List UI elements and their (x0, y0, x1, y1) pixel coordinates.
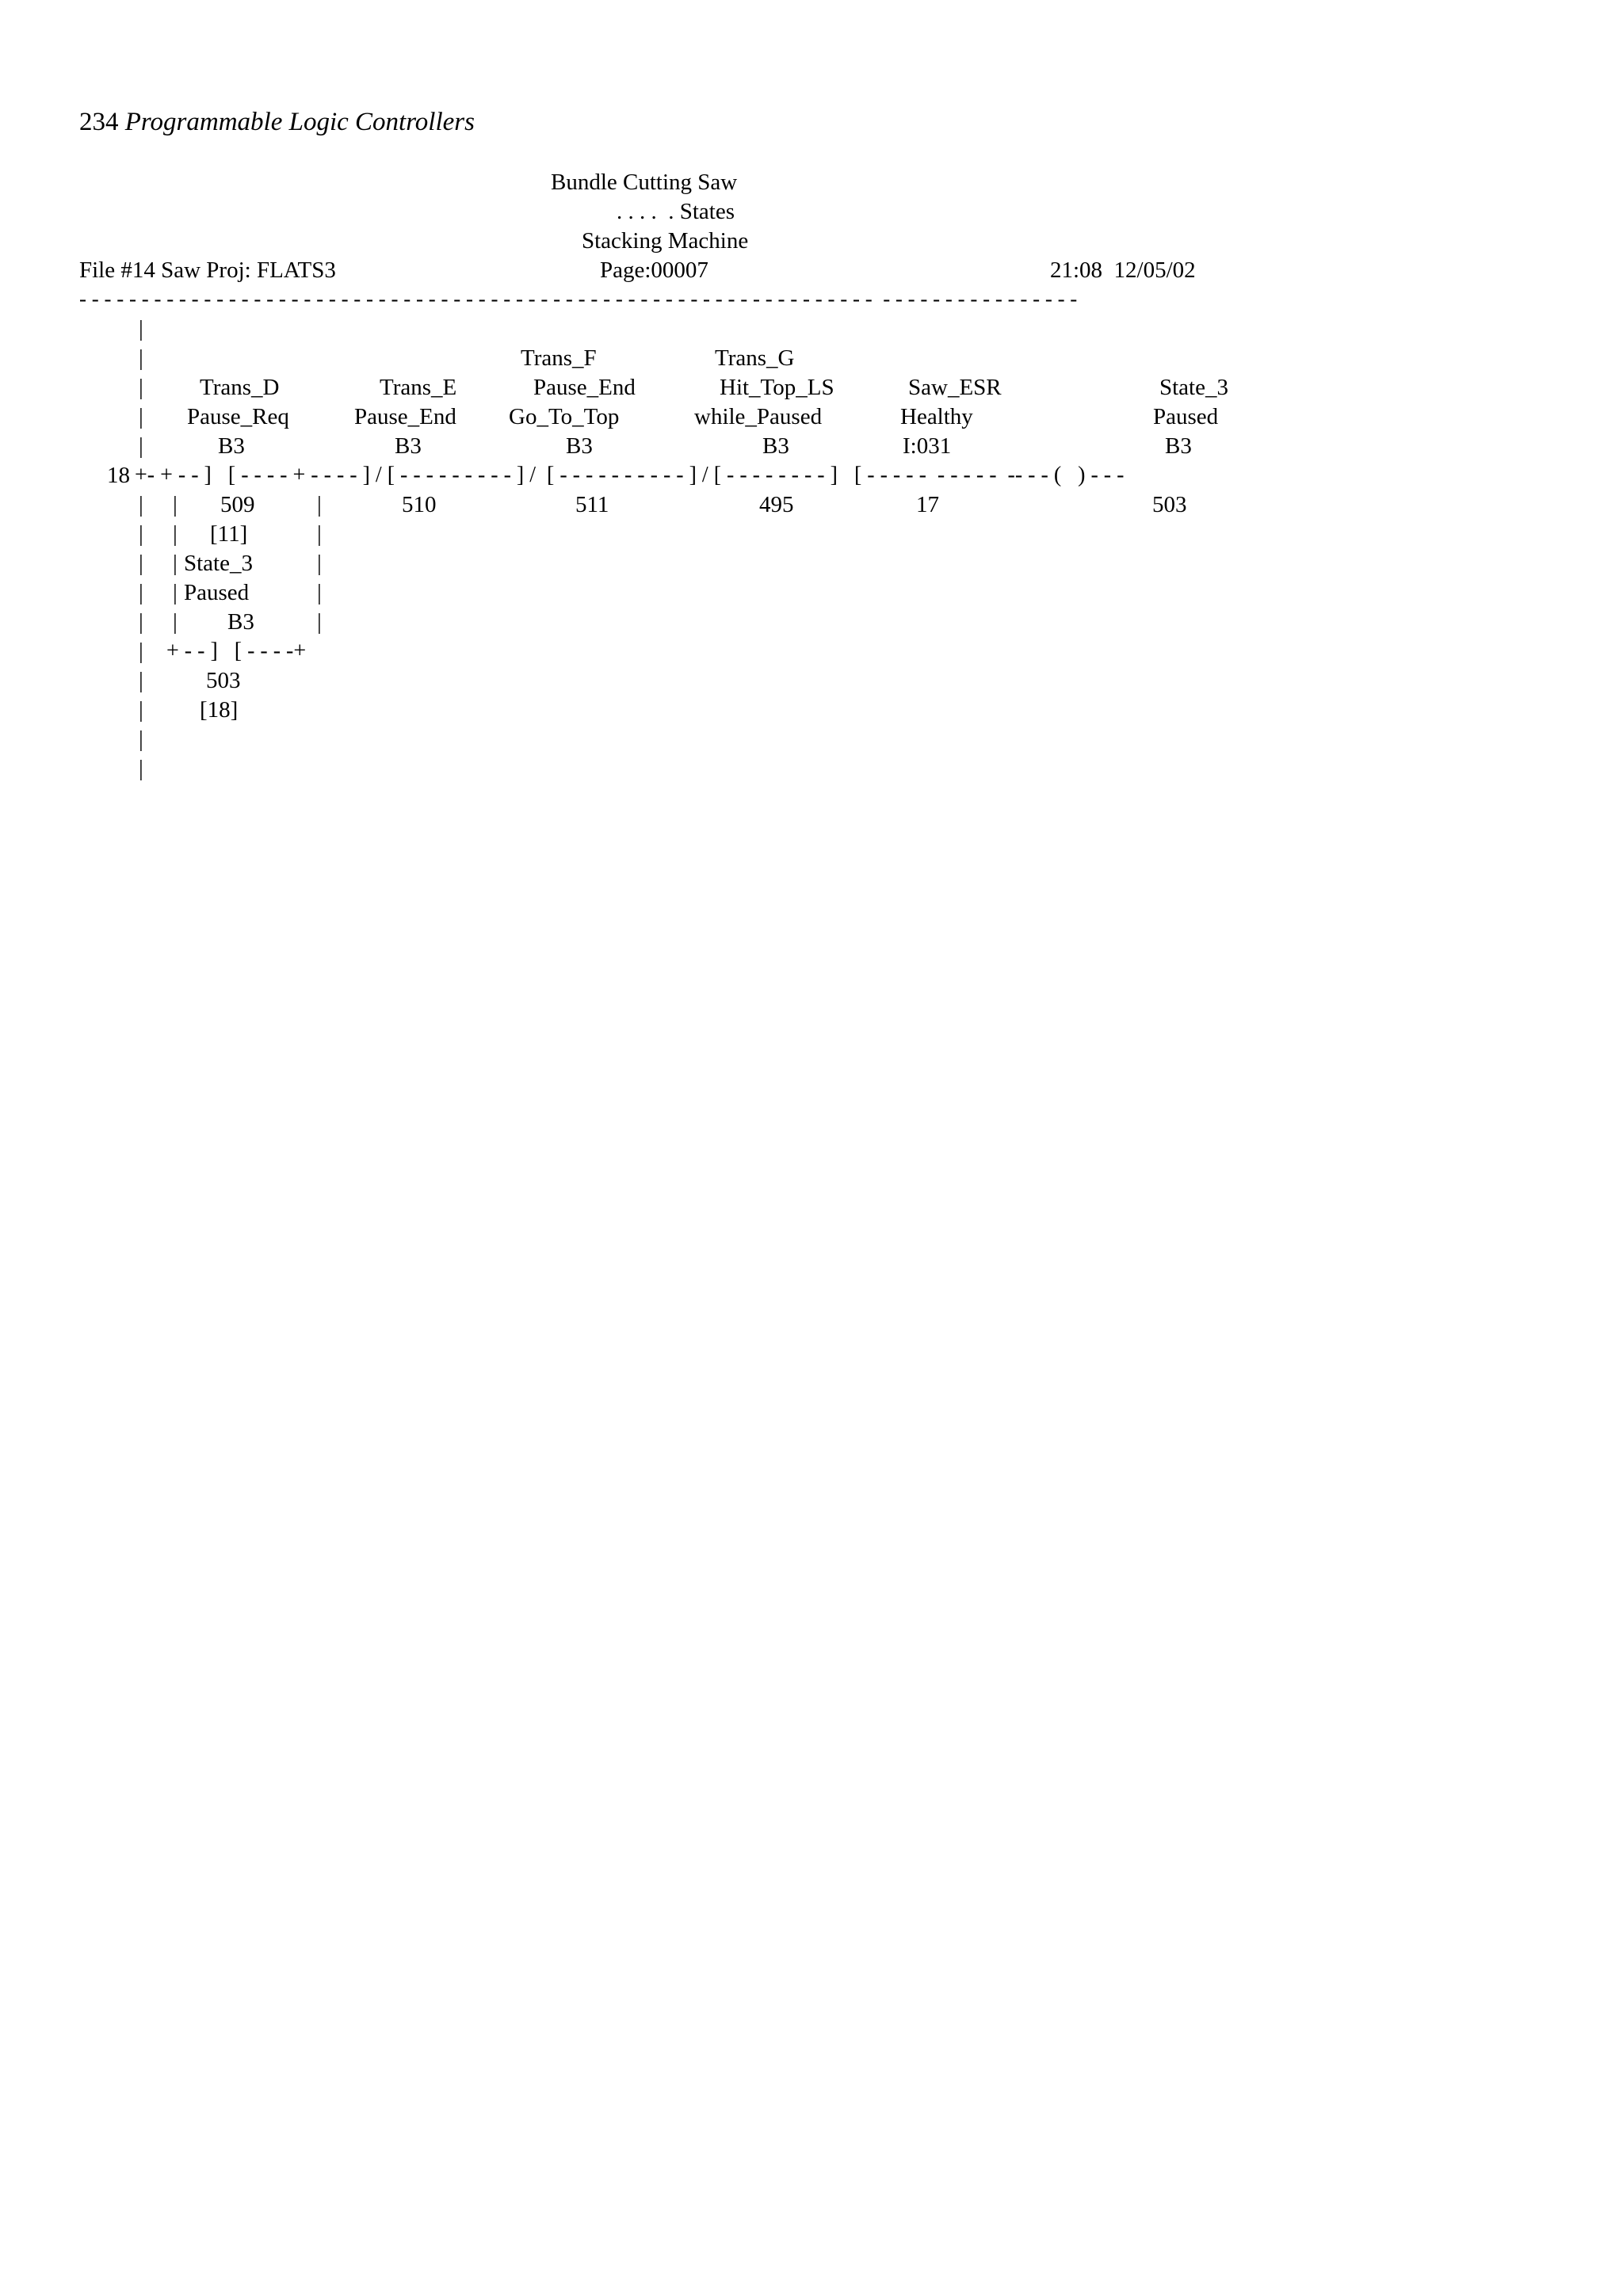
trans-g-desc1: Hit_Top_LS (720, 375, 834, 400)
saw-esr-file: I:031 (903, 433, 952, 459)
state3-branch-bit: 503 (206, 668, 241, 693)
report-title-line2: . . . . . States (617, 199, 735, 224)
rung-number: 18 (107, 463, 130, 488)
branch-left-rail: | (173, 609, 178, 635)
trans-d-desc: Pause_Req (187, 404, 289, 429)
branch-right-rail: | (317, 609, 322, 635)
power-rail: | (139, 639, 143, 664)
power-rail: | (139, 521, 143, 547)
trans-g-desc2: while_Paused (694, 404, 823, 429)
report-timestamp: 21:08 12/05/02 (1050, 257, 1196, 283)
power-rail: | (139, 404, 143, 429)
report-title-line3: Stacking Machine (582, 228, 749, 254)
branch-right-rail: | (317, 580, 322, 605)
trans-d-ref: [11] (210, 521, 248, 547)
trans-d-bit: 509 (220, 492, 255, 517)
trans-g-bit: 495 (759, 492, 794, 517)
book-title: Programmable Logic Controllers (124, 108, 475, 136)
trans-f-desc1: Pause_End (533, 375, 636, 400)
branch-left-rail: | (173, 492, 178, 517)
trans-e-desc: Pause_End (354, 404, 456, 429)
coil-bit: 503 (1152, 492, 1187, 517)
page-number: 234 (79, 108, 119, 136)
coil-file: B3 (1165, 433, 1192, 459)
branch-left-rail: | (173, 580, 178, 605)
power-rail: | (139, 316, 143, 341)
trans-g-name: Trans_G (715, 345, 795, 371)
power-rail: | (139, 727, 143, 752)
trans-d-file: B3 (218, 433, 245, 459)
power-rail: | (139, 697, 143, 723)
state3-branch-file: B3 (227, 609, 254, 635)
power-rail: | (139, 609, 143, 635)
branch-left-rail: | (173, 521, 178, 547)
rung-line: +- + - - ] [ - - - - + - - - - ] / [ - - - - - - - - - ] / [ - - - - - - - - - - ] / [ - - - - - - - - ] [ - - - - - - - - - - -- - - ( ) - - - (135, 463, 1125, 487)
coil-desc: Paused (1153, 404, 1219, 429)
file-info: File #14 Saw Proj: FLATS3 (79, 257, 336, 283)
saw-esr-desc: Healthy (900, 404, 973, 429)
branch-right-rail: | (317, 492, 322, 517)
trans-g-file: B3 (762, 433, 789, 459)
power-rail: | (139, 345, 143, 371)
branch-right-rail: | (317, 521, 322, 547)
state3-branch-desc: Paused (184, 580, 250, 605)
power-rail: | (139, 756, 143, 781)
trans-e-name: Trans_E (380, 375, 457, 400)
power-rail: | (139, 375, 143, 400)
coil-name: State_3 (1159, 375, 1228, 400)
power-rail: | (139, 668, 143, 693)
trans-e-file: B3 (395, 433, 422, 459)
trans-f-desc2: Go_To_Top (509, 404, 620, 429)
branch-end-line: + - - ] [ - - - -+ (166, 639, 307, 663)
trans-f-bit: 511 (575, 492, 609, 517)
trans-f-file: B3 (566, 433, 593, 459)
state3-branch-ref: [18] (200, 697, 239, 723)
trans-e-bit: 510 (402, 492, 437, 517)
power-rail: | (139, 492, 143, 517)
power-rail: | (139, 433, 143, 459)
trans-f-name: Trans_F (521, 345, 597, 371)
branch-left-rail: | (173, 551, 178, 576)
power-rail: | (139, 551, 143, 576)
report-page: Page:00007 (600, 257, 708, 283)
trans-d-name: Trans_D (200, 375, 280, 400)
header-separator: - - - - - - - - - - - - - - - - - - - - - - - - - - - - - - - - - - - - - - - - - - - - - - - - - - - - - - - - - - - - - - - - - - - - - - - - - - - - - - - - (79, 288, 1078, 310)
saw-esr-bit: 17 (916, 492, 939, 517)
page-header (79, 108, 475, 137)
power-rail: | (139, 580, 143, 605)
state3-branch-name: State_3 (184, 551, 253, 576)
report-title-line1: Bundle Cutting Saw (551, 170, 738, 195)
saw-esr-name: Saw_ESR (908, 375, 1002, 400)
branch-right-rail: | (317, 551, 322, 576)
